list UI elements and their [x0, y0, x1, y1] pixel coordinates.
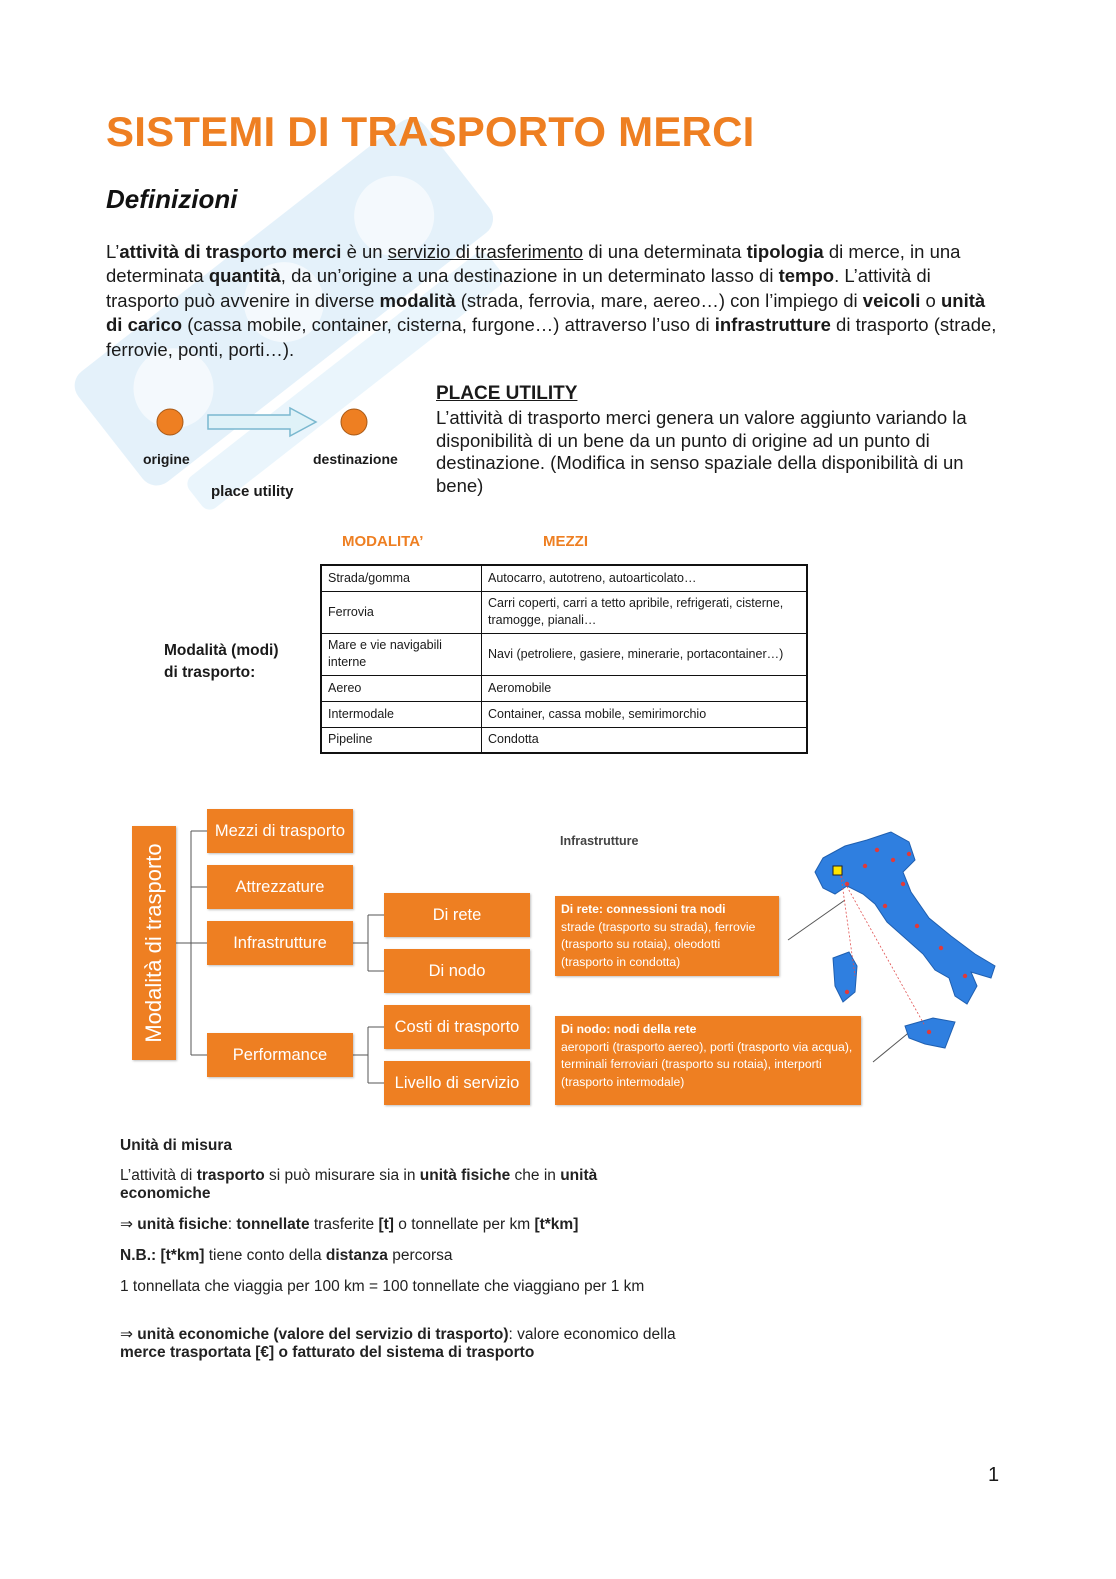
column-header-mode: MODALITA’	[342, 533, 424, 550]
destination-label: destinazione	[313, 451, 398, 467]
tree-node-di-nodo: Di nodo	[384, 949, 530, 993]
page-number: 1	[988, 1464, 1000, 1486]
table-row: Pipeline Condotta	[321, 727, 807, 753]
place-utility-text: L’attività di trasporto merci genera un valore aggiunto variando la disponibilità di un bene da un punto di origine ad un punto di destinazione. (Modifica in senso spaziale della disponibilità di un bene)	[436, 407, 967, 496]
tree-node-costi: Costi di trasporto	[384, 1005, 530, 1049]
column-header-means: MEZZI	[543, 533, 588, 550]
place-utility-caption: place utility	[211, 483, 294, 500]
info-box-nodo: Di nodo: nodi della rete aeroporti (trasporto aereo), porti (trasporto via acqua), terminali ferroviari (trasporto su rotaia), interporti (trasporto intermodale)	[555, 1016, 861, 1105]
place-utility-title: PLACE UTILITY	[436, 383, 578, 404]
page-title: SISTEMI DI TRASPORTO MERCI	[106, 108, 755, 155]
intro-paragraph: L’attività di trasporto merci è un servizio di trasferimento di una determinata tipologia di merce, in una determinata quantità, da un’origine a una destinazione in un determinato lasso di tempo. L’attività di trasporto può avvenire in diverse modalità (strada, ferrovia, mare, aereo…) con l’impiego di veicoli o unità di carico (cassa mobile, container, cisterna, furgone…) attraverso l’uso di infrastrutture di trasporto (strade, ferrovie, ponti, porti…).	[106, 241, 997, 360]
units-heading: Unità di misura	[120, 1137, 232, 1154]
table-row: Aereo Aeromobile	[321, 675, 807, 701]
table-row: Mare e vie navigabili interne Navi (petroliere, gasiere, minerarie, portacontainer…)	[321, 633, 807, 675]
table-row: Ferrovia Carri coperti, carri a tetto apribile, refrigerati, cisterne, tramogge, pianali…	[321, 591, 807, 633]
tree-node-di-rete: Di rete	[384, 893, 530, 937]
units-line-5: ⇒ unità economiche (valore del servizio di trasporto): valore economico della merce trasportata [€] o fatturato del sistema di trasporto	[120, 1326, 676, 1361]
table-row: Intermodale Container, cassa mobile, semirimorchio	[321, 701, 807, 727]
tree-node-infrastrutture: Infrastrutture	[207, 921, 353, 965]
tree-node-mezzi: Mezzi di trasporto	[207, 809, 353, 853]
modes-label: Modalità (modi) di trasporto:	[164, 642, 279, 681]
origin-label: origine	[143, 451, 190, 467]
italy-map	[805, 826, 1000, 1056]
units-line-1: L’attività di trasporto si può misurare sia in unità fisiche che in unità economiche	[120, 1167, 598, 1202]
info-box-rete: Di rete: connessioni tra nodi strade (trasporto su strada), ferrovie (trasporto su rotaia), oleodotti (trasporto in condotta)	[555, 896, 779, 976]
tree-node-attrezzature: Attrezzature	[207, 865, 353, 909]
table-row: Strada/gomma Autocarro, autotreno, autoarticolato…	[321, 565, 807, 591]
units-line-3: N.B.: [t*km] tiene conto della distanza percorsa	[120, 1247, 453, 1264]
infrastrutture-label: Infrastrutture	[560, 834, 639, 848]
tree-node-performance: Performance	[207, 1033, 353, 1077]
units-line-4: 1 tonnellata che viaggia per 100 km = 100 tonnellate che viaggiano per 1 km	[120, 1278, 645, 1295]
units-line-2: ⇒ unità fisiche: tonnellate trasferite [t] o tonnellate per km [t*km]	[120, 1216, 579, 1233]
tree-node-livello: Livello di servizio	[384, 1061, 530, 1105]
section-heading: Definizioni	[106, 184, 238, 214]
tree-root: Modalità di trasporto	[132, 826, 176, 1060]
